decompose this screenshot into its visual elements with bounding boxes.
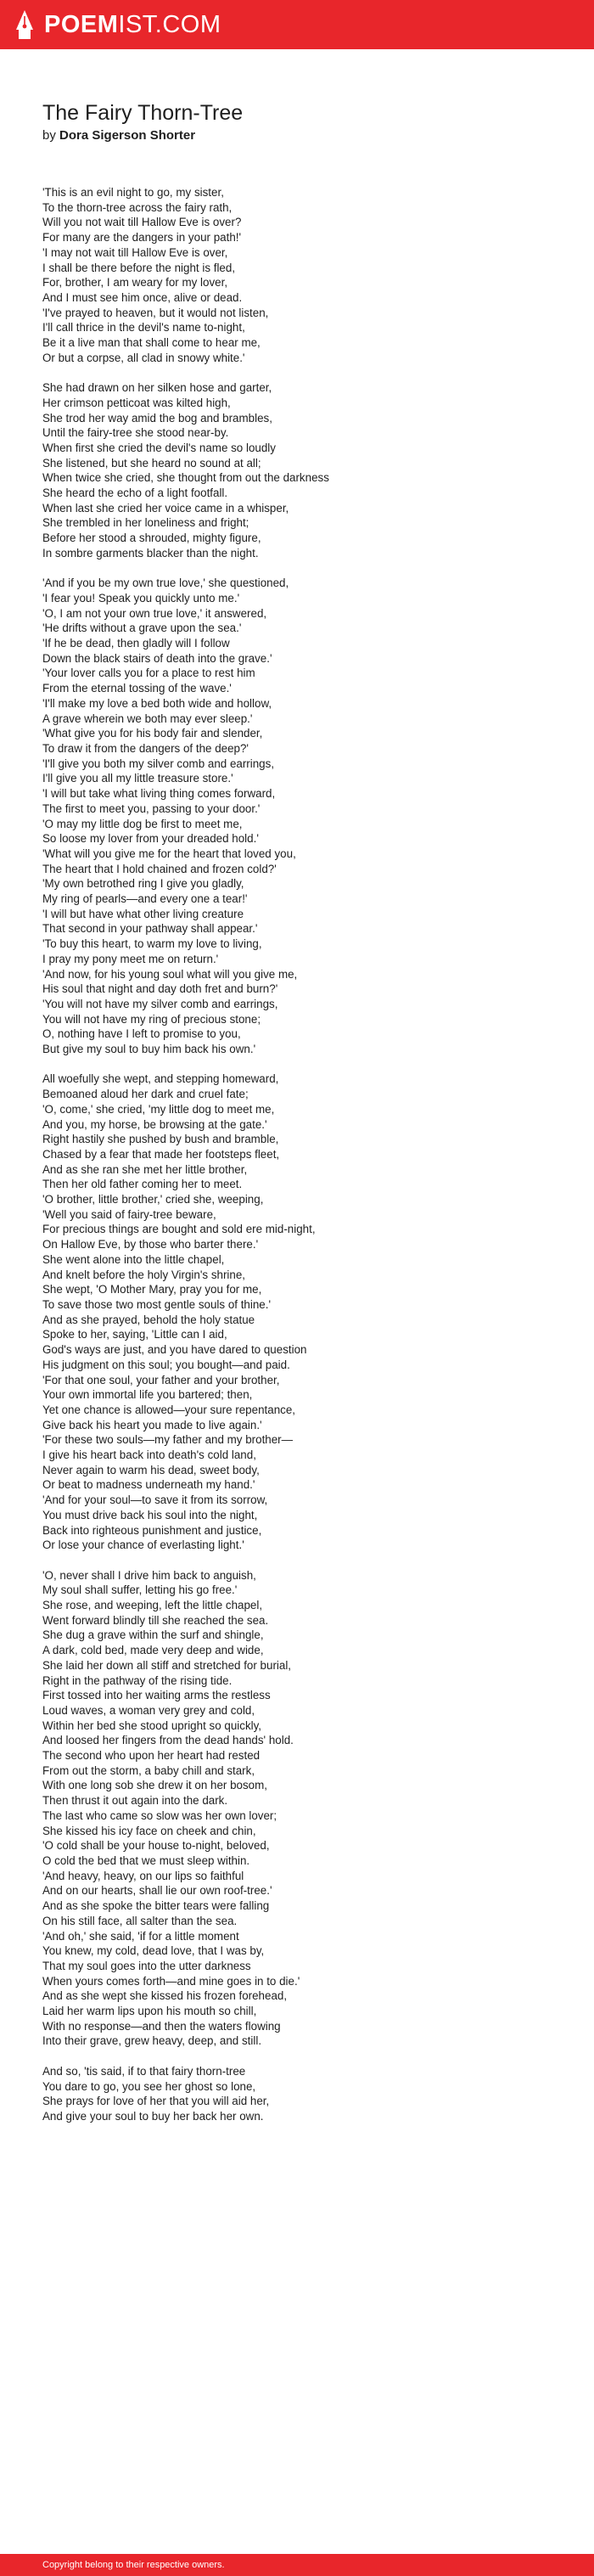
poem-line: Be it a live man that shall come to hear me, bbox=[42, 336, 261, 350]
poem-line: 'Your lover calls you for a place to rest him bbox=[42, 666, 255, 680]
poem-line: Or but a corpse, all clad in snowy white.' bbox=[42, 351, 245, 364]
poem-line: She heard the echo of a light footfall. bbox=[42, 487, 228, 500]
poem-line: 'O, come,' she cried, 'my little dog to meet me, bbox=[42, 1102, 275, 1116]
poem-line: Your own immortal life you bartered; then, bbox=[42, 1388, 253, 1402]
poem-line: She kissed his icy face on cheek and chin, bbox=[42, 1824, 256, 1837]
stanza bbox=[42, 1071, 569, 1553]
poem-line: 'To buy this heart, to warm my love to living, bbox=[42, 937, 262, 951]
poem-title: The Fairy Thorn-Tree bbox=[42, 101, 244, 125]
poem-line: I shall be there before the night is fled, bbox=[42, 261, 236, 274]
stanza bbox=[42, 576, 569, 1057]
poem-line: Yet one chance is allowed—your sure repentance, bbox=[42, 1403, 296, 1416]
poem-line: The last who came so slow was her own lover; bbox=[42, 1808, 277, 1822]
poem-line: His soul that night and day doth fret and burn?' bbox=[42, 982, 278, 996]
logo-light-text: IST.COM bbox=[118, 11, 221, 38]
poem-line: Into their grave, grew heavy, deep, and still. bbox=[42, 2034, 262, 2048]
poem-line: The second who upon her heart had rested bbox=[42, 1749, 261, 1763]
poem-line: She rose, and weeping, left the little chapel, bbox=[42, 1599, 263, 1612]
poem-line: Spoke to her, saying, 'Little can I aid, bbox=[42, 1328, 227, 1341]
poem-line: On his still face, all salter than the sea. bbox=[42, 1914, 238, 1927]
poem-line: A dark, cold bed, made very deep and wide, bbox=[42, 1644, 264, 1657]
poem-line: For precious things are bought and sold ere mid-night, bbox=[42, 1223, 316, 1236]
poem-line: First tossed into her waiting arms the restless bbox=[42, 1689, 271, 1702]
poem-line: 'I've prayed to heaven, but it would not listen, bbox=[42, 306, 269, 319]
poem-line: 'I fear you! Speak you quickly unto me.' bbox=[42, 591, 240, 605]
poem-line: And give your soul to buy her back her own. bbox=[42, 2109, 264, 2123]
poem-line: 'I will but have what other living creature bbox=[42, 907, 244, 920]
site-header bbox=[0, 0, 594, 49]
poem-line: God's ways are just, and you have dared to question bbox=[42, 1343, 307, 1357]
poem-line: To the thorn-tree across the fairy rath, bbox=[42, 200, 233, 214]
poem-line: Laid her warm lips upon his mouth so chill, bbox=[42, 2005, 257, 2018]
poem-line: 'O brother, little brother,' cried she, weeping, bbox=[42, 1193, 264, 1206]
by-label: by bbox=[42, 128, 56, 143]
poem-line: A grave wherein we both may ever sleep.' bbox=[42, 711, 253, 725]
stanza bbox=[42, 185, 569, 365]
stanza bbox=[42, 1568, 569, 2050]
poem-line: Down the black stairs of death into the grave.' bbox=[42, 651, 272, 665]
poem-line: When first she cried the devil's name so loudly bbox=[42, 441, 276, 454]
poem-line: His judgment on this soul; you bought—and paid. bbox=[42, 1358, 290, 1371]
poem-line: I'll call thrice in the devil's name to-night, bbox=[42, 321, 245, 335]
poem-line: Back into righteous punishment and justice, bbox=[42, 1523, 262, 1537]
poem-line: Will you not wait till Hallow Eve is over? bbox=[42, 216, 242, 229]
poem-line: Or beat to madness underneath my hand.' bbox=[42, 1478, 255, 1492]
poem-line: She had drawn on her silken hose and garter, bbox=[42, 381, 272, 395]
poem-line: 'My own betrothed ring I give you gladly, bbox=[42, 877, 244, 891]
poem-line: That second in your pathway shall appear.' bbox=[42, 922, 258, 936]
poem-line: Give back his heart you made to live again.' bbox=[42, 1418, 262, 1431]
poem-line: She prays for love of her that you will aid her, bbox=[42, 2095, 270, 2108]
poem-line: 'What give you for his body fair and slender, bbox=[42, 727, 263, 740]
poem-line: In sombre garments blacker than the night. bbox=[42, 546, 259, 560]
poem-line: When twice she cried, she thought from out the darkness bbox=[42, 471, 329, 485]
poem-line: When yours comes forth—and mine goes in to die.' bbox=[42, 1974, 300, 1988]
poem-line: Before her stood a shrouded, mighty figure, bbox=[42, 532, 261, 545]
poem-line: The first to meet you, passing to your door.' bbox=[42, 801, 261, 815]
poem-line: Then thrust it out again into the dark. bbox=[42, 1794, 228, 1808]
stanza bbox=[42, 380, 569, 560]
poem-line: When last she cried her voice came in a whisper, bbox=[42, 501, 289, 515]
poem-line: 'He drifts without a grave upon the sea.' bbox=[42, 622, 242, 635]
poem-line: Within her bed she stood upright so quickly, bbox=[42, 1718, 262, 1732]
poem-line: Her crimson petticoat was kilted high, bbox=[42, 396, 231, 409]
pen-nib-icon[interactable] bbox=[15, 9, 34, 40]
poem-line: She wept, 'O Mother Mary, pray you for me, bbox=[42, 1283, 262, 1296]
poem-line: 'I will but take what living thing comes forward, bbox=[42, 787, 276, 801]
poem-line: My ring of pearls—and every one a tear!' bbox=[42, 892, 248, 906]
poem-line: 'I'll give you both my silver comb and earrings, bbox=[42, 756, 275, 770]
poem-line: And as she prayed, behold the holy statue bbox=[42, 1313, 255, 1326]
logo-bold-text: POEM bbox=[44, 11, 119, 38]
poem-line: 'For these two souls—my father and my brother— bbox=[42, 1433, 294, 1447]
poem-line: Loud waves, a woman very grey and cold, bbox=[42, 1703, 255, 1717]
poem-line: To draw it from the dangers of the deep?' bbox=[42, 741, 249, 755]
poem-line: From the eternal tossing of the wave.' bbox=[42, 682, 232, 695]
poem-line: Right in the pathway of the rising tide. bbox=[42, 1673, 233, 1687]
poem-line: With no response—and then the waters flowing bbox=[42, 2019, 281, 2033]
poem-line: 'And now, for his young soul what will you give me, bbox=[42, 967, 298, 981]
poem-line: 'O may my little dog be first to meet me, bbox=[42, 817, 243, 830]
poem-byline bbox=[42, 127, 195, 144]
poem-body bbox=[42, 185, 569, 2139]
poem-line: She listened, but she heard no sound at all; bbox=[42, 456, 261, 470]
poem-line: 'I'll make my love a bed both wide and hollow, bbox=[42, 696, 272, 710]
poem-line: From out the storm, a baby chill and stark, bbox=[42, 1763, 255, 1777]
site-footer bbox=[0, 2554, 594, 2576]
stanza bbox=[42, 2064, 569, 2124]
poem-line: The heart that I hold chained and frozen cold?' bbox=[42, 862, 277, 875]
poem-line: 'And heavy, heavy, on our lips so faithful bbox=[42, 1869, 244, 1882]
poem-line: You will not have my ring of precious stone; bbox=[42, 1012, 261, 1026]
author-link[interactable]: Dora Sigerson Shorter bbox=[59, 128, 196, 143]
poem-line: Until the fairy-tree she stood near-by. bbox=[42, 426, 229, 440]
poem-line: 'I may not wait till Hallow Eve is over, bbox=[42, 245, 228, 259]
poem-line: 'And if you be my own true love,' she questioned, bbox=[42, 577, 289, 590]
poem-line: For many are the dangers in your path!' bbox=[42, 231, 242, 245]
poem-line: She trembled in her loneliness and fright; bbox=[42, 516, 249, 530]
poem-line: For, brother, I am weary for my lover, bbox=[42, 276, 228, 290]
poem-line: 'O cold shall be your house to-night, beloved, bbox=[42, 1839, 270, 1853]
poem-line: You dare to go, you see her ghost so lone, bbox=[42, 2079, 256, 2093]
poem-line: On Hallow Eve, by those who barter there.' bbox=[42, 1238, 259, 1251]
poem-line: 'And for your soul—to save it from its sorrow, bbox=[42, 1493, 268, 1507]
poem-line: Right hastily she pushed by bush and bramble, bbox=[42, 1133, 279, 1146]
poem-line: She dug a grave within the surf and shingle, bbox=[42, 1628, 264, 1642]
poem-line: And on our hearts, shall lie our own roof-tree.' bbox=[42, 1884, 272, 1898]
poem-line: And loosed her fingers from the dead hands' hold. bbox=[42, 1734, 294, 1747]
poem-line: 'Well you said of fairy-tree beware, bbox=[42, 1207, 216, 1221]
poem-line: You must drive back his soul into the night, bbox=[42, 1508, 258, 1521]
poem-line: 'O, never shall I drive him back to anguish, bbox=[42, 1568, 256, 1582]
site-logo[interactable] bbox=[44, 11, 221, 38]
poem-line: To save those two most gentle souls of thine.' bbox=[42, 1297, 272, 1311]
poem-line: That my soul goes into the utter darkness bbox=[42, 1959, 251, 1972]
poem-line: 'You will not have my silver comb and earrings, bbox=[42, 997, 278, 1010]
poem-line: With one long sob she drew it on her bosom, bbox=[42, 1779, 267, 1792]
poem-line: I pray my pony meet me on return.' bbox=[42, 952, 219, 965]
poem-line: I give his heart back into death's cold land, bbox=[42, 1448, 256, 1462]
poem-line: O, nothing have I left to promise to you, bbox=[42, 1027, 241, 1041]
poem-line: 'What will you give me for the heart that loved you, bbox=[42, 846, 296, 860]
poem-line: But give my soul to buy him back his own.' bbox=[42, 1043, 256, 1056]
poem-line: 'O, I am not your own true love,' it answered, bbox=[42, 606, 267, 620]
poem-line: O cold the bed that we must sleep within. bbox=[42, 1853, 250, 1867]
poem-line: 'For that one soul, your father and your brother, bbox=[42, 1373, 280, 1386]
poem-line: 'And oh,' she said, 'if for a little moment bbox=[42, 1929, 239, 1943]
poem-line: So loose my lover from your dreaded hold.' bbox=[42, 832, 259, 846]
poem-line: And so, 'tis said, if to that fairy thorn-tree bbox=[42, 2064, 246, 2078]
poem-line: And as she wept she kissed his frozen forehead, bbox=[42, 1989, 288, 2003]
poem-line: Bemoaned aloud her dark and cruel fate; bbox=[42, 1088, 249, 1101]
poem-line: She trod her way amid the bog and brambles, bbox=[42, 411, 272, 425]
poem-line: My soul shall suffer, letting his go free.' bbox=[42, 1583, 238, 1597]
poem-line: 'If he be dead, then gladly will I follow bbox=[42, 637, 230, 650]
poem-line: And as she ran she met her little brother, bbox=[42, 1162, 248, 1176]
poem-line: Never again to warm his dead, sweet body, bbox=[42, 1463, 260, 1476]
poem-line: And knelt before the holy Virgin's shrine, bbox=[42, 1268, 246, 1281]
poem-line: And I must see him once, alive or dead. bbox=[42, 290, 243, 304]
poem-line: You knew, my cold, dead love, that I was by, bbox=[42, 1944, 265, 1958]
poem-line: And you, my horse, be browsing at the gate.' bbox=[42, 1117, 267, 1131]
poem-line: And as she spoke the bitter tears were falling bbox=[42, 1899, 270, 1913]
poem-line: 'This is an evil night to go, my sister, bbox=[42, 186, 224, 199]
poem-line: Chased by a fear that made her footsteps fleet, bbox=[42, 1147, 280, 1161]
poem-line: Then her old father coming her to meet. bbox=[42, 1178, 243, 1191]
copyright-text: Copyright belong to their respective owners. bbox=[42, 2560, 225, 2570]
poem-line: I'll give you all my little treasure store.' bbox=[42, 772, 233, 785]
poem-line: She went alone into the little chapel, bbox=[42, 1252, 225, 1266]
poem-line: Went forward blindly till she reached the sea. bbox=[42, 1613, 269, 1627]
poem-line: She laid her down all stiff and stretched for burial, bbox=[42, 1658, 292, 1672]
poem-line: All woefully she wept, and stepping homeward, bbox=[42, 1072, 279, 1086]
poem-line: Or lose your chance of everlasting light.' bbox=[42, 1538, 244, 1552]
